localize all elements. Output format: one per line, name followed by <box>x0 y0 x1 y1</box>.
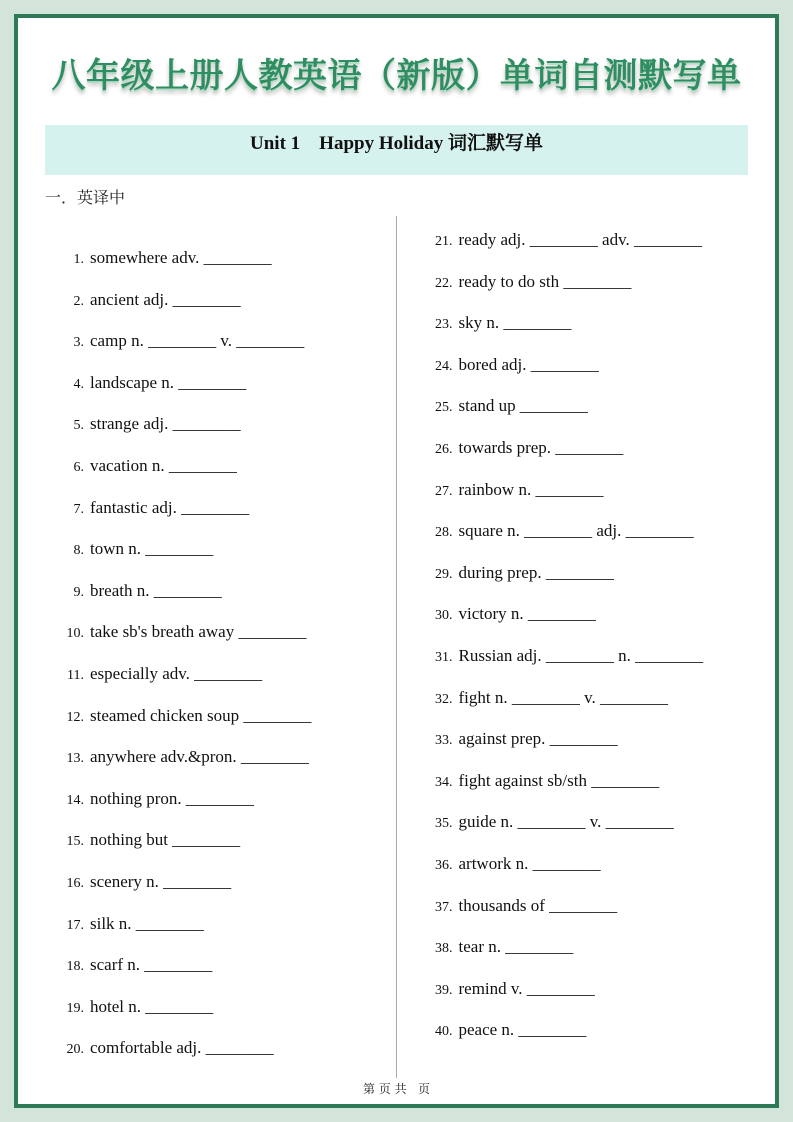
column-divider <box>396 216 397 1078</box>
vocab-item <box>66 331 304 353</box>
vocab-item <box>66 373 246 395</box>
item-text: thousands of ________ <box>458 895 618 915</box>
vocab-item <box>66 872 231 894</box>
vocab-item <box>66 747 309 769</box>
item-number: 19. <box>66 1000 84 1016</box>
vocab-item <box>66 248 272 270</box>
item-text: hotel n. ________ <box>90 996 214 1016</box>
item-number: 29. <box>435 566 453 582</box>
item-text: fight n. ________ v. ________ <box>458 687 669 707</box>
item-number: 16. <box>66 876 84 891</box>
vocab-item <box>66 1038 274 1060</box>
vocab-item <box>66 955 212 977</box>
item-number: 20. <box>66 1042 84 1058</box>
item-number: 27. <box>435 483 453 499</box>
vocab-item <box>66 498 249 520</box>
vocab-item <box>435 812 674 834</box>
item-text: landscape n. ________ <box>90 372 247 392</box>
item-text: ready to do sth ________ <box>458 271 632 291</box>
section-label: 一．英译中 <box>45 188 126 207</box>
item-text: against prep. ________ <box>458 729 618 749</box>
item-text: during prep. ________ <box>458 562 614 582</box>
item-text: ancient adj. ________ <box>90 289 241 309</box>
item-text: town n. ________ <box>90 539 214 559</box>
vocab-item <box>66 789 254 811</box>
item-number: 14. <box>66 792 84 808</box>
item-text: camp n. ________ v. ________ <box>90 331 305 351</box>
vocab-item <box>435 230 702 252</box>
vocab-item <box>66 456 237 478</box>
item-text: comfortable adj. ________ <box>90 1038 274 1058</box>
item-number: 21. <box>435 234 453 249</box>
vocab-item <box>66 914 204 936</box>
vocab-item <box>435 355 599 377</box>
vocab-item <box>435 480 603 502</box>
item-text: remind v. ________ <box>458 978 595 998</box>
page-footer: 第 页 共 页 <box>362 1082 431 1096</box>
vocab-item <box>66 414 241 436</box>
vocab-item <box>435 604 596 626</box>
item-text: fight against sb/sth ________ <box>458 770 660 790</box>
vocab-item <box>435 313 571 335</box>
item-number: 38. <box>435 941 453 957</box>
item-text: guide n. ________ v. ________ <box>458 812 674 832</box>
vocab-item <box>66 539 213 561</box>
item-number: 18. <box>66 959 84 975</box>
item-number: 6. <box>73 460 84 475</box>
item-text: breath n. ________ <box>90 580 222 600</box>
item-number: 33. <box>435 733 453 749</box>
item-number: 39. <box>435 982 453 998</box>
item-number: 17. <box>66 917 84 933</box>
item-number: 35. <box>435 816 453 832</box>
item-text: peace n. ________ <box>458 1020 587 1040</box>
item-number: 25. <box>435 400 453 416</box>
vocab-item <box>435 646 703 668</box>
item-number: 12. <box>66 709 84 725</box>
item-number: 1. <box>73 252 84 267</box>
unit-title-bar: Unit 1 Happy Holiday 词汇默写单 <box>45 125 748 175</box>
item-number: 3. <box>73 335 84 351</box>
vocab-item <box>435 688 668 710</box>
item-number: 28. <box>435 525 453 541</box>
item-number: 36. <box>435 858 453 873</box>
item-number: 7. <box>73 501 84 517</box>
vocab-item <box>66 830 240 852</box>
vocab-item <box>435 979 595 1001</box>
item-text: take sb's breath away ________ <box>90 622 307 642</box>
item-text: square n. ________ adj. ________ <box>458 521 694 541</box>
vocab-item <box>435 854 601 876</box>
item-text: stand up ________ <box>458 396 588 416</box>
page-title: 八年级上册人教英语（新版）单词自测默写单 <box>51 56 742 96</box>
item-number: 2. <box>73 293 84 309</box>
vocab-item <box>435 1020 586 1042</box>
item-text: towards prep. ________ <box>458 438 624 457</box>
item-text: fantastic adj. ________ <box>90 497 250 517</box>
item-number: 8. <box>73 543 84 559</box>
vocab-item <box>435 521 694 543</box>
item-number: 37. <box>435 899 453 915</box>
vocab-item <box>66 622 306 644</box>
item-number: 22. <box>435 275 453 291</box>
item-text: tear n. ________ <box>458 937 574 957</box>
vocab-item <box>435 729 618 751</box>
item-text: scarf n. ________ <box>90 955 213 975</box>
item-text: steamed chicken soup ________ <box>90 705 312 725</box>
item-number: 34. <box>435 774 453 790</box>
item-text: somewhere adv. ________ <box>90 248 272 267</box>
item-text: silk n. ________ <box>90 913 204 933</box>
vocab-item <box>66 290 241 312</box>
item-text: Russian adj. ________ n. ________ <box>458 646 704 665</box>
item-text: scenery n. ________ <box>90 872 232 891</box>
vocab-item <box>435 937 573 959</box>
item-number: 32. <box>435 691 453 707</box>
item-text: especially adv. ________ <box>90 664 263 683</box>
item-number: 13. <box>66 751 84 767</box>
vocab-item <box>66 706 311 728</box>
vocab-item <box>66 581 222 603</box>
item-number: 31. <box>435 650 453 665</box>
vocab-item <box>435 563 614 585</box>
item-text: ready adj. ________ adv. ________ <box>458 230 702 249</box>
item-number: 11. <box>67 668 84 683</box>
vocab-item <box>435 396 588 418</box>
item-number: 24. <box>435 358 453 374</box>
vocab-item <box>66 997 213 1019</box>
item-text: sky n. ________ <box>458 313 572 333</box>
vocab-item <box>435 771 659 793</box>
item-text: strange adj. ________ <box>90 414 241 434</box>
item-text: anywhere adv.&pron. ________ <box>90 747 309 767</box>
vocab-item <box>435 896 617 918</box>
item-text: vacation n. ________ <box>90 456 237 475</box>
vocab-item <box>435 438 623 460</box>
item-number: 15. <box>66 834 84 850</box>
item-number: 9. <box>73 584 84 600</box>
item-number: 23. <box>435 317 453 333</box>
item-number: 40. <box>435 1024 453 1040</box>
item-number: 30. <box>435 608 453 624</box>
vocab-item <box>66 664 262 686</box>
item-number: 26. <box>435 442 453 457</box>
vocab-item <box>435 272 631 294</box>
item-text: artwork n. ________ <box>458 854 601 873</box>
item-number: 4. <box>73 376 84 392</box>
item-number: 5. <box>73 418 84 434</box>
item-number: 10. <box>66 626 84 642</box>
item-text: victory n. ________ <box>458 604 596 624</box>
item-text: bored adj. ________ <box>458 354 599 374</box>
item-text: rainbow n. ________ <box>458 479 604 499</box>
item-text: nothing pron. ________ <box>90 788 254 808</box>
item-text: nothing but ________ <box>90 830 241 850</box>
